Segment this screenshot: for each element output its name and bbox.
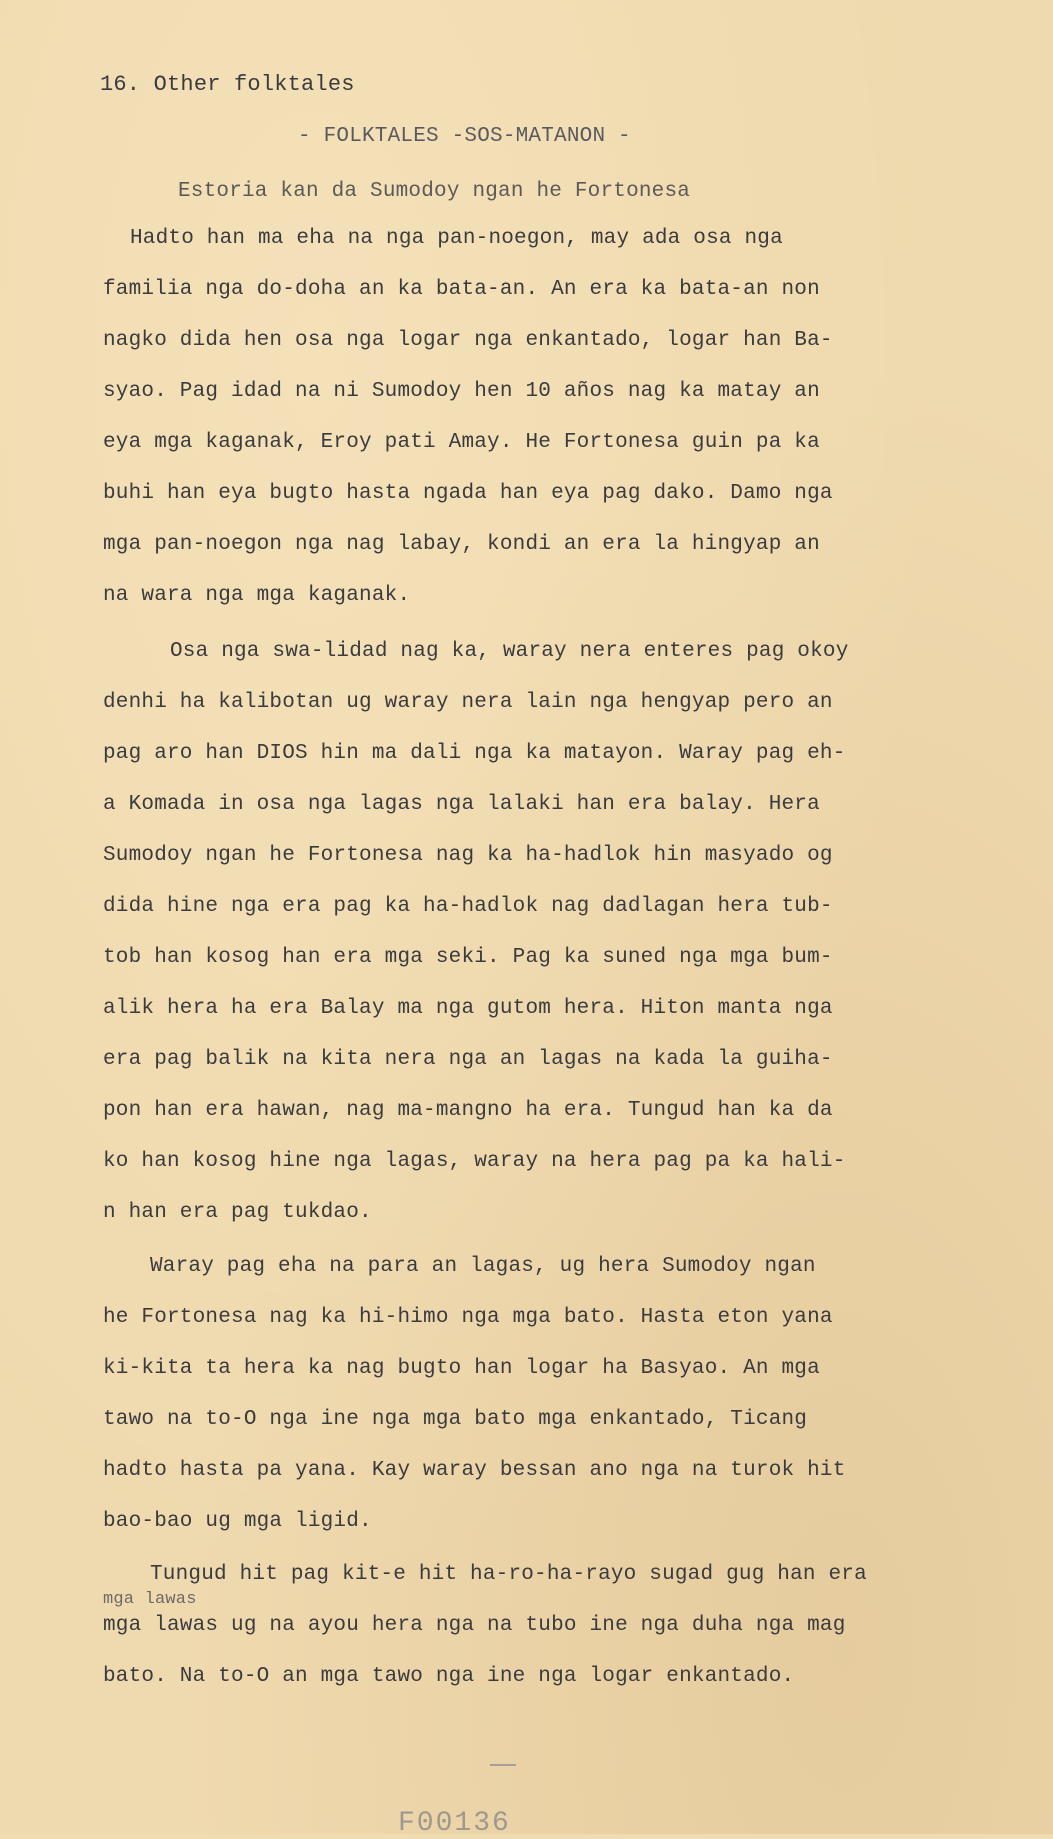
text-line: Tungud hit pag kit-e hit ha-ro-ha-rayo sugad gug han era [150,1563,867,1586]
text-line: dida hine nga era pag ka ha-hadlok nag dadlagan hera tub- [103,895,833,918]
divider-mark [490,1764,516,1766]
text-line: tawo na to-O nga ine nga mga bato mga enkantado, Ticang [103,1408,808,1431]
text-line: familia nga do-doha an ka bata-an. An era ka bata-an non [103,278,820,301]
story-title: Estoria kan da Sumodoy ngan he Fortonesa [178,180,691,203]
text-line: pag aro han DIOS hin ma dali nga ka matayon. Waray pag eh- [103,742,846,765]
text-line: alik hera ha era Balay ma nga gutom hera. Hiton manta nga [103,997,833,1020]
text-line: syao. Pag idad na ni Sumodoy hen 10 años nag ka matay an [103,380,820,403]
text-line: hadto hasta pa yana. Kay waray bessan ano nga na turok hit [103,1459,846,1482]
text-line: eya mga kaganak, Eroy pati Amay. He Fortonesa guin pa ka [103,431,820,454]
text-line: na wara nga mga kaganak. [103,584,411,607]
text-line: a Komada in osa nga lagas nga lalaki han era balay. Hera [103,793,820,816]
document-title: - FOLKTALES -SOS-MATANON - [298,125,631,148]
text-line: bato. Na to-O an mga tawo nga ine nga logar enkantado. [103,1665,795,1688]
text-line: mga pan-noegon nga nag labay, kondi an era la hingyap an [103,533,820,556]
page-number: F00136 [398,1808,511,1839]
text-line: he Fortonesa nag ka hi-himo nga mga bato. Hasta eton yana [103,1306,833,1329]
text-line: Waray pag eha na para an lagas, ug hera Sumodoy ngan [150,1255,816,1278]
text-line: ki-kita ta hera ka nag bugto han logar ha Basyao. An mga [103,1357,820,1380]
section-header: 16. Other folktales [100,72,355,97]
overstrike-line: mga lawas [103,1590,197,1609]
text-line: n han era pag tukdao. [103,1201,372,1224]
text-line: denhi ha kalibotan ug waray nera lain nga hengyap pero an [103,691,833,714]
text-line: Hadto han ma eha na nga pan-noegon, may ada osa nga [130,227,783,250]
text-line: Sumodoy ngan he Fortonesa nag ka ha-hadlok hin masyado og [103,844,833,867]
text-line: mga lawas ug na ayou hera nga na tubo ine nga duha nga mag [103,1614,846,1637]
text-line: era pag balik na kita nera nga an lagas na kada la guiha- [103,1048,833,1071]
text-line: bao-bao ug mga ligid. [103,1510,372,1533]
text-line: tob han kosog han era mga seki. Pag ka suned nga mga bum- [103,946,833,969]
text-line: buhi han eya bugto hasta ngada han eya pag dako. Damo nga [103,482,833,505]
text-line: ko han kosog hine nga lagas, waray na hera pag pa ka hali- [103,1150,846,1173]
text-line: pon han era hawan, nag ma-mangno ha era. Tungud han ka da [103,1099,833,1122]
text-line: nagko dida hen osa nga logar nga enkantado, logar han Ba- [103,329,833,352]
text-line: Osa nga swa-lidad nag ka, waray nera enteres pag okoy [170,640,849,663]
